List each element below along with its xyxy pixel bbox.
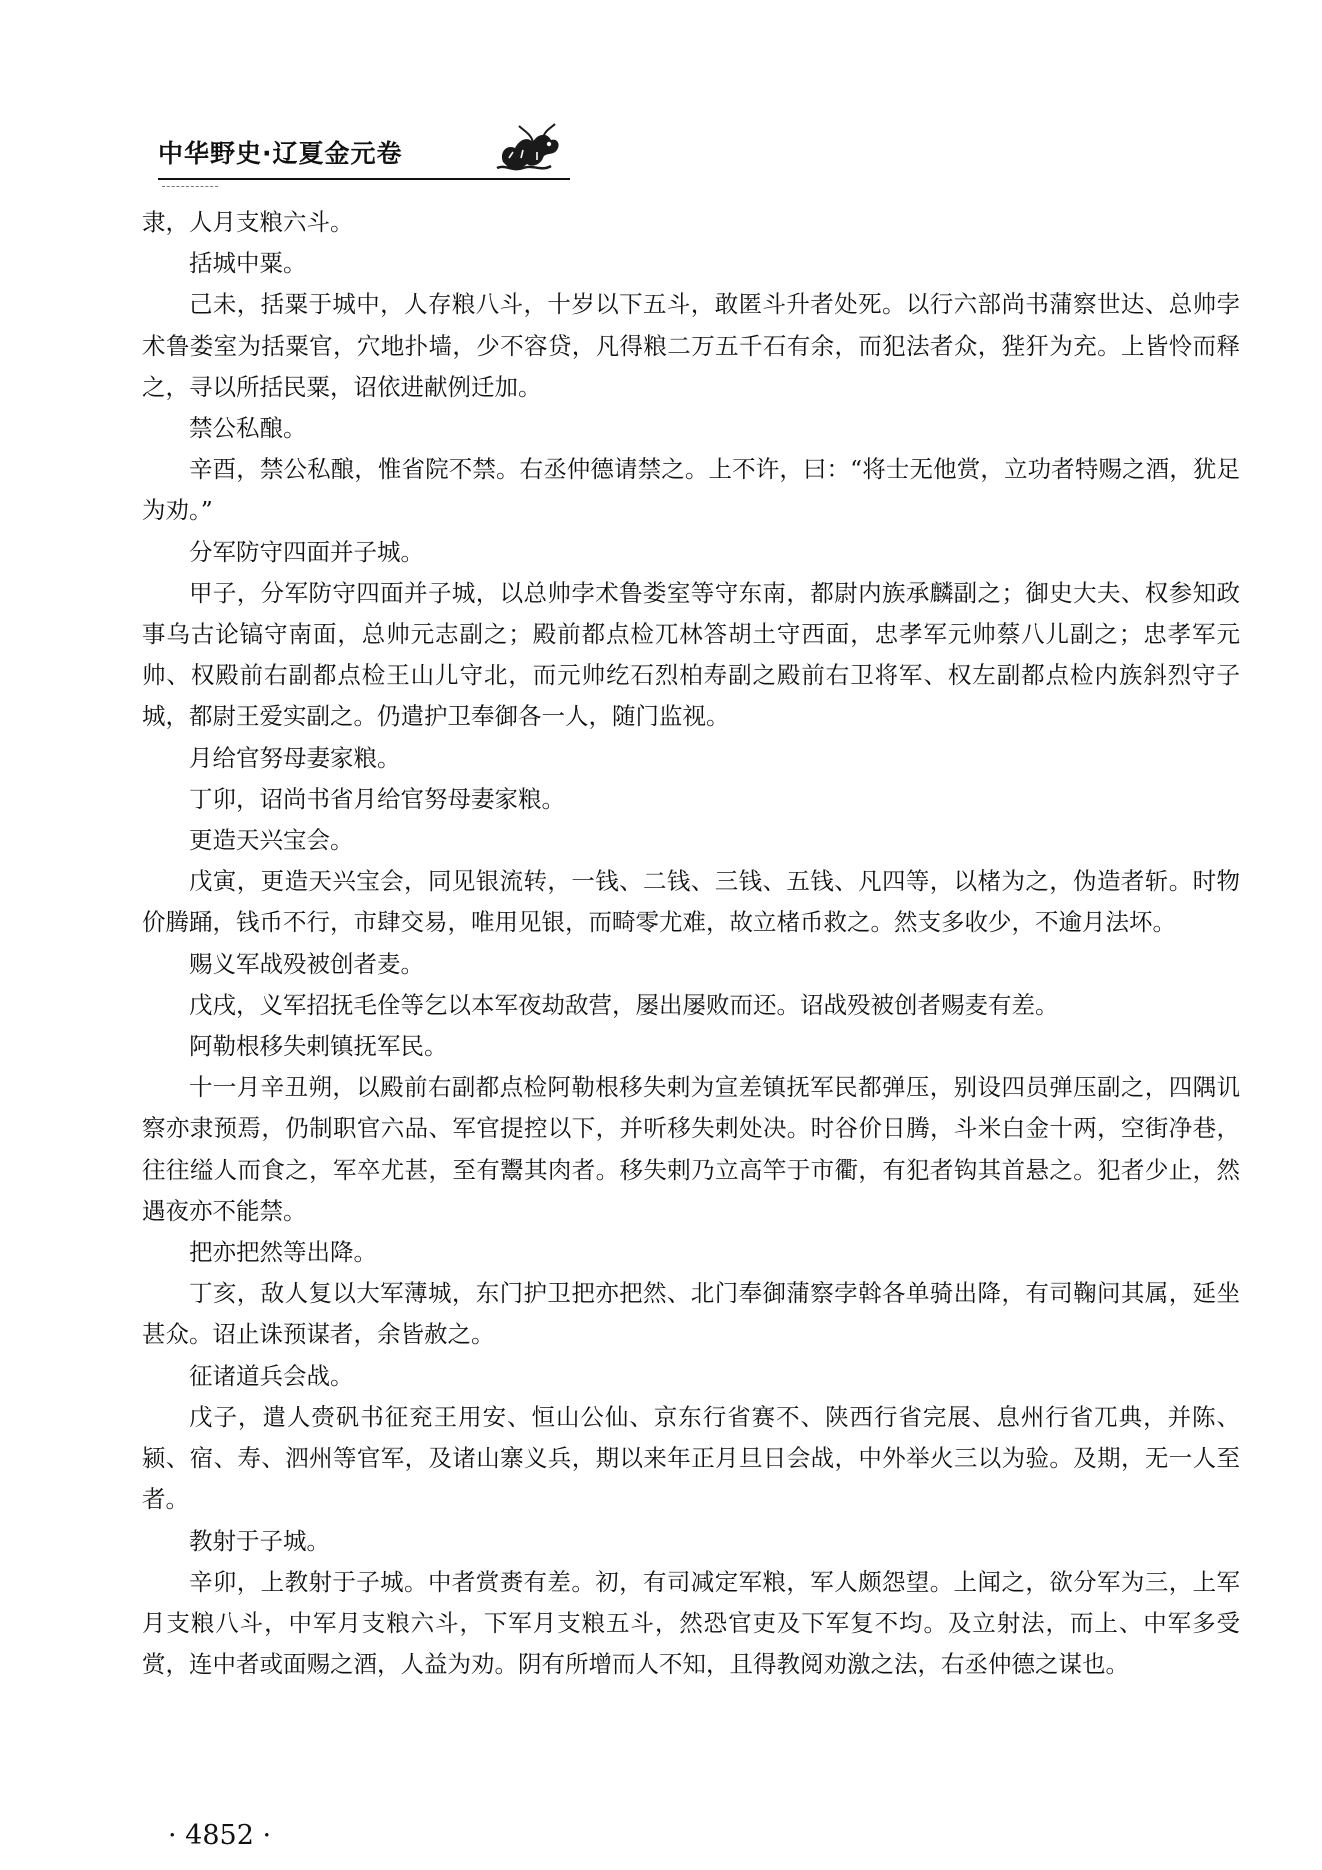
running-header xyxy=(158,128,570,184)
header-rule-accent xyxy=(162,186,218,187)
paragraph: 甲子，分军防守四面并子城，以总帅孛术鲁娄室等守东南，都尉内族承麟副之；御史大夫、权参知政事乌古论镐守南面，总帅元志副之；殿前都点检兀林答胡土守西面，忠孝军元帅蔡八儿副之；忠孝军元帅、权殿前右副都点检王山儿守北，而元帅纥石烈柏寿副之殿前右卫将军、权左副都点检内族斜烈守子城，都尉王爱实副之。仍遣护卫奉御各一人，随门监视。 xyxy=(142,578,1240,731)
paragraph: 禁公私酿。 xyxy=(189,414,307,443)
paragraph: 分军防守四面并子城。 xyxy=(189,537,424,566)
paragraph: 丁卯，诏尚书省月给官努母妻家粮。 xyxy=(189,784,565,813)
paragraph: 征诸道兵会战。 xyxy=(189,1361,354,1390)
page-number: · 4852 · xyxy=(168,1820,272,1851)
paragraph: 辛酉，禁公私酿，惟省院不禁。右丞仲德请禁之。上不许，曰：“将士无他赏，立功者特赐之酒，犹足为劝。” xyxy=(142,455,1240,525)
dragon-emblem-icon xyxy=(493,122,565,174)
paragraph: 教射于子城。 xyxy=(189,1526,330,1555)
paragraph: 己未，括粟于城中，人存粮八斗，十岁以下五斗，敢匿斗升者处死。以行六部尚书蒲察世达、总帅孛术鲁娄室为括粟官，穴地扑墙，少不容贷，凡得粮二万五千石有余，而犯法者众，狴犴为充。上皆怜而释之，寻以所括民粟，诏依进献例迁加。 xyxy=(142,290,1240,401)
paragraph: 阿勒根移失剌镇抚军民。 xyxy=(189,1032,448,1061)
paragraph-continuation: 隶，人月支粮六斗。 xyxy=(142,208,354,236)
body-text xyxy=(142,202,1240,1685)
paragraph: 括城中粟。 xyxy=(189,249,307,278)
paragraph: 十一月辛丑朔，以殿前右副都点检阿勒根移失剌为宣差镇抚军民都弹压，别设四员弹压副之，四隅讥察亦隶预焉，仍制职官六品、军官提控以下，并听移失剌处决。时谷价日腾，斗米白金十两，空街净巷，往往缢人而食之，军卒尤甚，至有鬻其肉者。移失剌乃立高竿于市衢，有犯者钩其首悬之。犯者少止，然遇夜亦不能禁。 xyxy=(142,1073,1240,1225)
paragraph: 赐义军战殁被创者麦。 xyxy=(189,949,424,978)
paragraph: 戊戌，义军招抚毛佺等乞以本军夜劫敌营，屡出屡败而还。诏战殁被创者赐麦有差。 xyxy=(189,990,1059,1019)
paragraph: 戊寅，更造天兴宝会，同见银流转，一钱、二钱、三钱、五钱、凡四等，以楮为之，伪造者斩。时物价腾踊，钱币不行，市肆交易，唯用见银，而畸零尤难，故立楮币救之。然支多收少，不逾月法坏。 xyxy=(142,867,1240,937)
paragraph: 戊子，遣人赍矾书征兖王用安、恒山公仙、京东行省赛不、陕西行省完展、息州行省兀典，并陈、颍、宿、寿、泗州等官军，及诸山寨义兵，期以来年正月旦日会战，中外举火三以为验。及期，无一人至者。 xyxy=(142,1402,1240,1514)
header-title: 中华野史·辽夏金元卷 xyxy=(158,139,403,168)
paragraph: 辛卯，上教射于子城。中者赏赉有差。初，有司减定军粮，军人颇怨望。上闻之，欲分军为三，上军月支粮八斗，中军月支粮六斗，下军月支粮五斗，然恐官吏及下军复不均。及立射法，而上、中军多受赏，连中者或面赐之酒，人益为劝。阴有所增而人不知，且得教阅劝激之法，右丞仲德之谋也。 xyxy=(142,1567,1240,1679)
paragraph: 把亦把然等出降。 xyxy=(189,1238,377,1267)
paragraph: 月给官努母妻家粮。 xyxy=(189,743,401,772)
header-rule xyxy=(158,178,570,180)
paragraph: 更造天兴宝会。 xyxy=(189,826,354,855)
paragraph: 丁亥，敌人复以大军薄城，东门护卫把亦把然、北门奉御蒲察孛斡各单骑出降，有司鞠问其属，延坐甚众。诏止诛预谋者，余皆赦之。 xyxy=(142,1279,1240,1349)
